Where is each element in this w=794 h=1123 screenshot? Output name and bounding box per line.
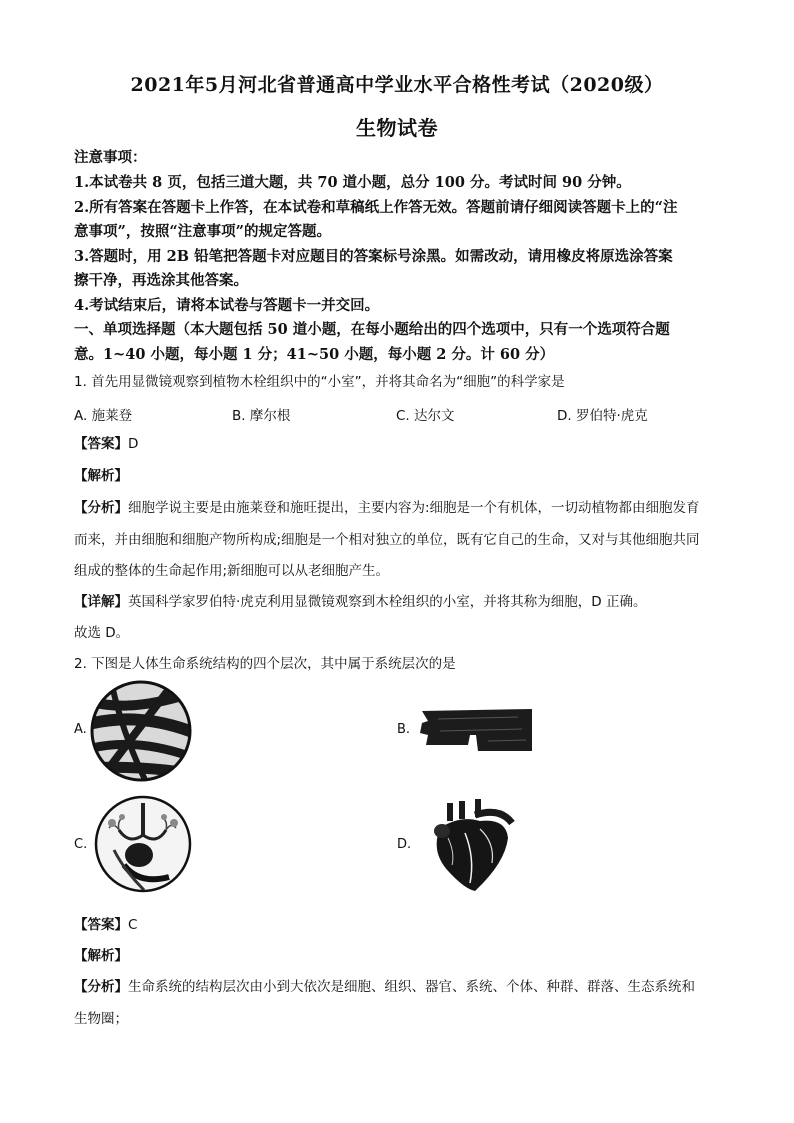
- q1-fenxi-line-3: 组成的整体的生命起作用;新细胞可以从老细胞产生。: [74, 563, 390, 579]
- notice-item-2b: 意事项”，按照“注意事项”的规定答题。: [74, 223, 332, 240]
- q1-fenxi-tag: 【分析】: [74, 500, 128, 516]
- q2-answer-tag: 【答案】: [74, 917, 128, 933]
- notice-item-1: 1.本试卷共 8 页，包括三道大题，共 70 道小题，总分 100 分。考试时间 90 分钟。: [74, 174, 631, 191]
- q2-label-d: D.: [397, 837, 412, 852]
- notice-heading: 注意事项：: [74, 149, 147, 166]
- q1-answer-tag: 【答案】: [74, 436, 128, 452]
- organ-system-image: [94, 795, 192, 893]
- q1-fenxi-line-1: [74, 496, 724, 520]
- q1-fenxi-text-1: 细胞学说主要是由施莱登和施旺提出，主要内容为:细胞是一个有机体，一切动植物都由细胞发育: [128, 500, 700, 516]
- q2-stem: 2. 下图是人体生命系统结构的四个层次，其中属于系统层次的是: [74, 656, 456, 672]
- tissue-micrograph-image: [90, 680, 192, 782]
- q1-option-d: D. 罗伯特·虎克: [557, 408, 648, 424]
- q1-detail-text: 英国科学家罗伯特·虎克利用显微镜观察到木栓组织的小室，并将其称为细胞，D 正确。: [128, 594, 647, 610]
- q2-fenxi-line-1: [74, 975, 724, 999]
- q1-option-a: A. 施莱登: [74, 408, 133, 424]
- heart-organ-image: [420, 793, 520, 893]
- notice-item-3b: 擦干净，再选涂其他答案。: [74, 272, 248, 289]
- q1-detail: [74, 590, 724, 614]
- q1-fenxi-line-2: 而来，并由细胞和细胞产物所构成;细胞是一个相对独立的单位，既有它自己的生命，又对与其他细胞共同: [74, 532, 700, 548]
- q2-label-b: B.: [397, 722, 411, 737]
- q2-fenxi-line-2: 生物圈；: [74, 1011, 128, 1027]
- q2-answer: [74, 913, 724, 937]
- notice-item-4: 4.考试结束后，请将本试卷与答题卡一并交回。: [74, 297, 380, 314]
- muscle-tissue-image: [418, 705, 536, 755]
- q1-answer-value: D: [128, 436, 139, 452]
- section-1-line-1: 一、单项选择题（本大题包括 50 道小题，在每小题给出的四个选项中，只有一个选项符合题: [74, 321, 670, 338]
- notice-item-2a: 2.所有答案在答题卡上作答，在本试卷和草稿纸上作答无效。答题前请仔细阅读答题卡上的“注: [74, 199, 678, 216]
- q1-option-c: C. 达尔文: [396, 408, 455, 424]
- q1-detail-tag: 【详解】: [74, 594, 128, 610]
- exam-subtitle: 生物试卷: [356, 116, 438, 140]
- q1-conclusion: 故选 D。: [74, 625, 130, 641]
- q2-fenxi-tag: 【分析】: [74, 979, 128, 995]
- q2-analysis-tag: 【解析】: [74, 948, 128, 964]
- q1-stem: 1. 首先用显微镜观察到植物木栓组织中的“小室”，并将其命名为“细胞”的科学家是: [74, 374, 565, 390]
- notice-item-3a: 3.答题时，用 2B 铅笔把答题卡对应题目的答案标号涂黑。如需改动，请用橡皮将原选涂答案: [74, 248, 673, 265]
- exam-title: 2021年5月河北省普通高中学业水平合格性考试（2020级）: [130, 74, 664, 96]
- q2-label-a: A.: [74, 722, 87, 737]
- section-1-line-2: 意。1~40 小题，每小题 1 分；41~50 小题，每小题 2 分。计 60 分）: [74, 346, 555, 363]
- q1-answer: [74, 432, 724, 456]
- q1-option-b: B. 摩尔根: [232, 408, 291, 424]
- q2-label-c: C.: [74, 837, 88, 852]
- q1-analysis-tag: 【解析】: [74, 468, 128, 484]
- q2-fenxi-text-1: 生命系统的结构层次由小到大依次是细胞、组织、器官、系统、个体、种群、群落、生态系统和: [128, 979, 695, 995]
- q2-answer-value: C: [128, 917, 138, 933]
